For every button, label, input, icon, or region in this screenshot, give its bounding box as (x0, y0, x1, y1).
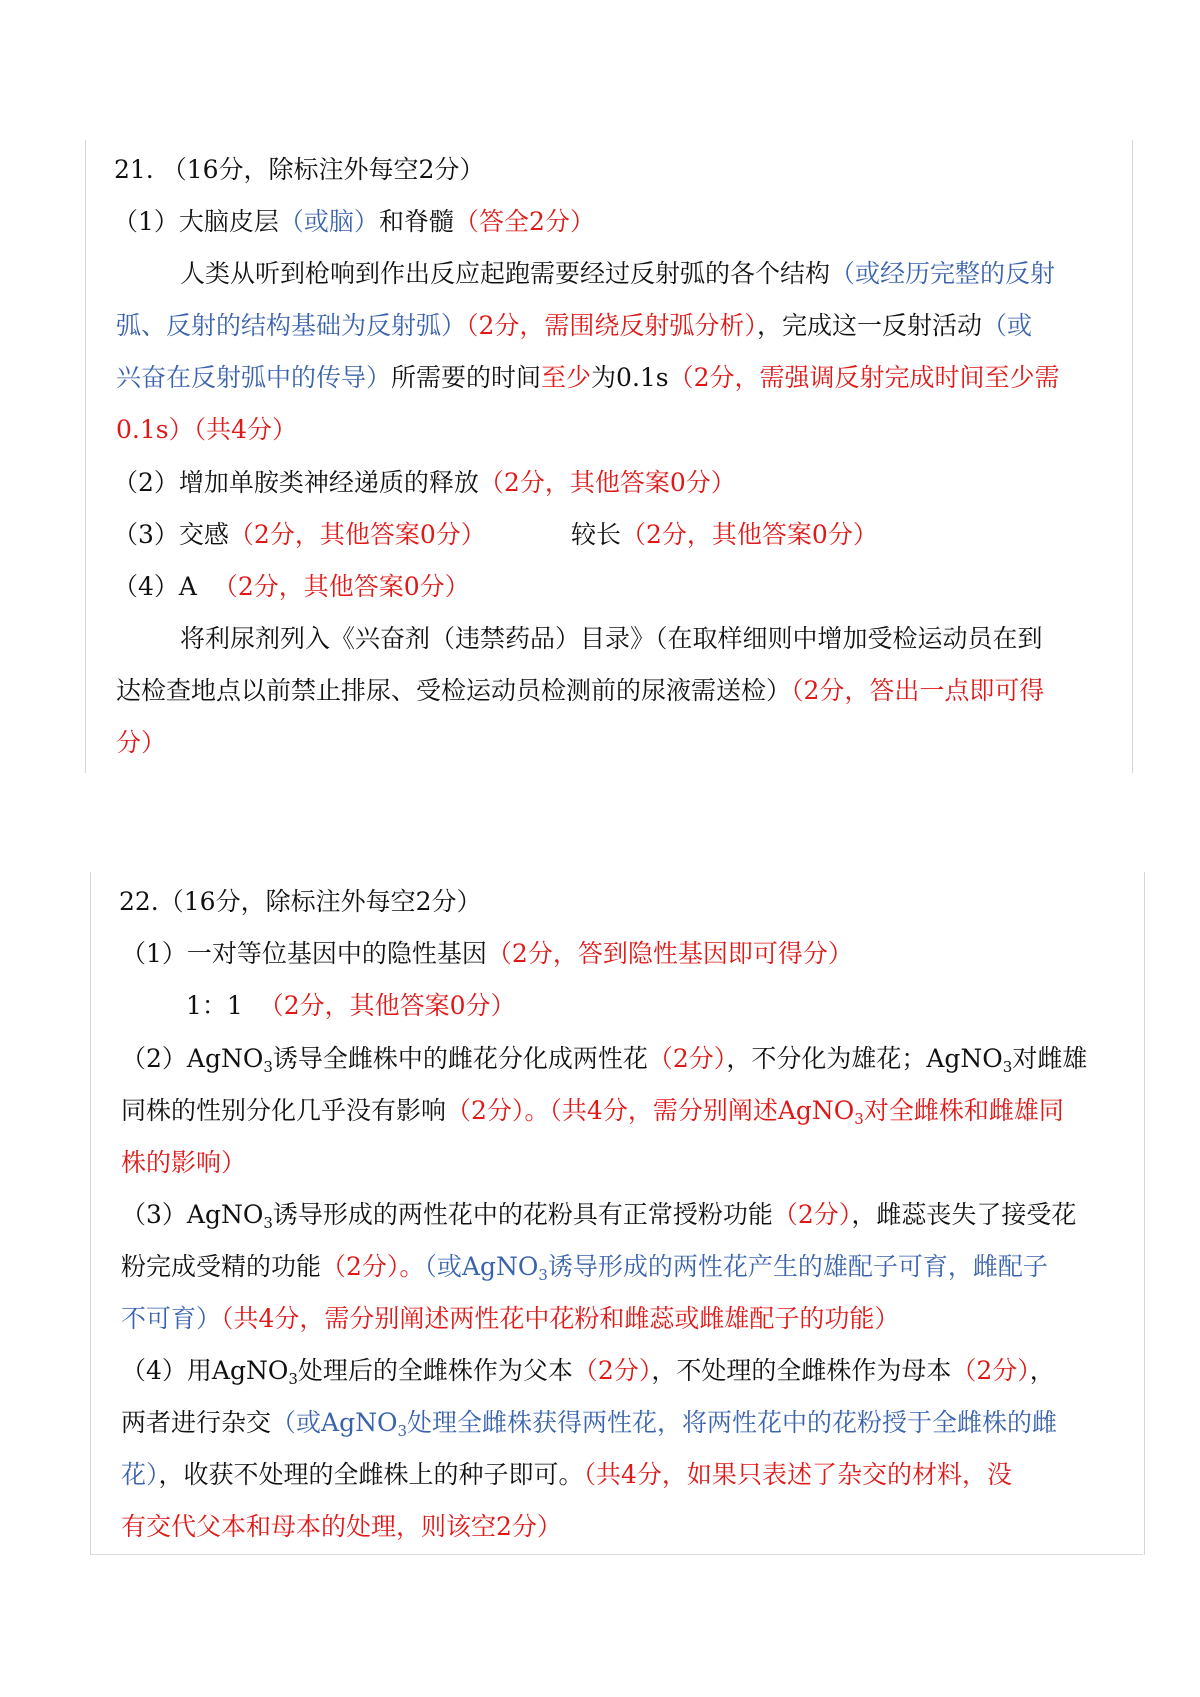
q21-part-4: （4）A （2分，其他答案0分） (113, 572, 470, 601)
question-21-header: 21. （16分，除标注外每空2分） (114, 155, 485, 184)
q21-part-3: （3）交感（2分，其他答案0分） (113, 520, 486, 549)
q21-part-1-line-1: 人类从听到枪响到作出反应起跑需要经过反射弧的各个结构（或经历完整的反射 (180, 259, 1056, 288)
q21-part-3-second-blank: 较长（2分，其他答案0分） (571, 520, 878, 549)
q21-part-2: （2）增加单胺类神经递质的释放（2分，其他答案0分） (113, 468, 736, 497)
q22-part-2-line-3: 株的影响） (121, 1148, 247, 1177)
q21-part-4-line-1: 将利尿剂列入《兴奋剂（违禁药品）目录》（在取样细则中增加受检运动员在到 (180, 624, 1043, 653)
q22-part-1: （1）一对等位基因中的隐性基因（2分，答到隐性基因即可得分） (121, 939, 853, 968)
right-border (1132, 140, 1133, 773)
q22-part-3-line-1: （3）AgNO$_3$诱导形成的两性花中的花粉具有正常授粉功能（2分），雌蕊丧失了接受花 (121, 1200, 1077, 1232)
question-22-header: 22.（16分，除标注外每空2分） (119, 887, 482, 916)
q22-part-3-line-2: 粉完成受精的功能（2分）。（或AgNO$_3$诱导形成的两性花产生的雄配子可育，雌配子 (121, 1252, 1048, 1284)
q21-part-4-line-2: 达检查地点以前禁止排尿、受检运动员检测前的尿液需送检）（2分，答出一点即可得 (116, 676, 1045, 705)
q21-part-1-line-4: 0.1s）（共4分） (116, 415, 297, 444)
q22-part-4-line-1: （4）用AgNO$_3$处理后的全雌株作为父本（2分），不处理的全雌株作为母本（2分）， (121, 1356, 1055, 1388)
q22-part-2-line-2: 同株的性别分化几乎没有影响（2分）。（共4分，需分别阐述AgNO$_3$对全雌株和雌雄同 (121, 1096, 1064, 1128)
q21-part-1-line-3: 兴奋在反射弧中的传导）所需要的时间至少为0.1s（2分，需强调反射完成时间至少需 (116, 363, 1060, 392)
q22-part-4-line-4: 有交代父本和母本的处理，则该空2分） (121, 1512, 562, 1541)
q21-part-1-line-2: 弧、反射的结构基础为反射弧）（2分，需围绕反射弧分析），完成这一反射活动（或 (116, 311, 1032, 340)
q22-part-2-line-1: （2）AgNO$_3$诱导全雌株中的雌花分化成两性花（2分），不分化为雄花；AgNO$_3$对雌雄 (121, 1044, 1088, 1076)
right-border (1144, 872, 1145, 1555)
q22-part-4-line-3: 花），收获不处理的全雌株上的种子即可。（共4分，如果只表述了杂交的材料，没 (121, 1460, 1012, 1489)
q22-part-4-line-2: 两者进行杂交（或AgNO$_3$处理全雌株获得两性花，将两性花中的花粉授于全雌株的雌 (121, 1408, 1058, 1440)
question-21-block (85, 140, 1131, 773)
q21-part-4-line-3: 分） (116, 728, 167, 757)
bottom-border (91, 1554, 1143, 1555)
question-22-block (90, 872, 1143, 1555)
q22-part-1-ratio: 1：1 （2分，其他答案0分） (186, 991, 516, 1020)
q22-part-3-line-3: 不可育）（共4分，需分别阐述两性花中花粉和雌蕊或雌雄配子的功能） (121, 1304, 900, 1333)
q21-part-1: （1）大脑皮层（或脑）和脊髓（答全2分） (113, 207, 595, 236)
